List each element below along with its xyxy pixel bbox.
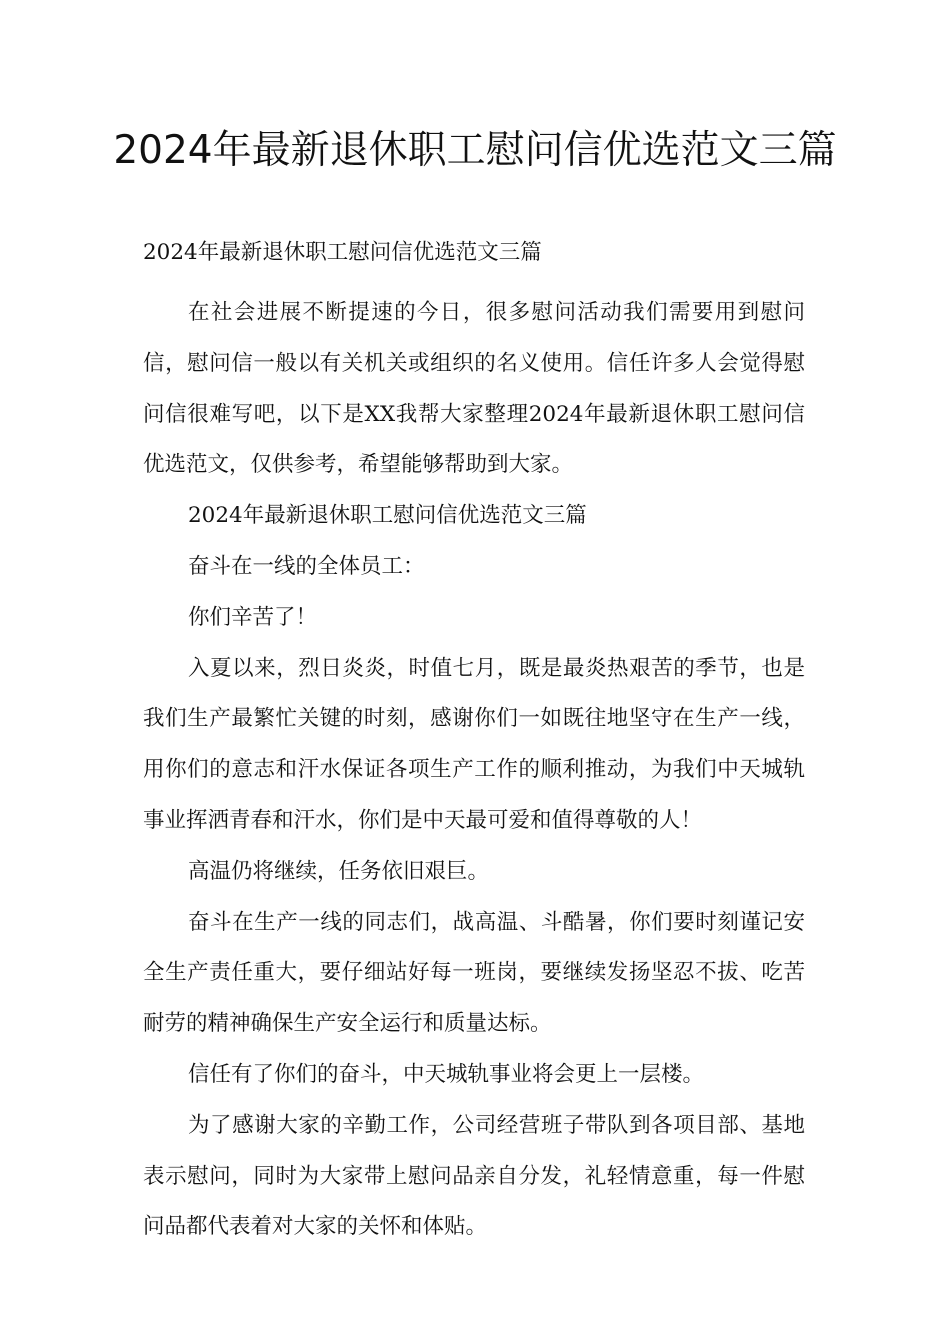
document-title: 2024年最新退休职工慰问信优选范文三篇	[113, 128, 837, 173]
document-body	[143, 234, 805, 1253]
document-subtitle: 2024年最新退休职工慰问信优选范文三篇	[143, 240, 542, 265]
paragraph-safety: 奋斗在生产一线的同志们，战高温、斗酷暑，你们要时刻谨记安全生产责任重大，要仔细站好每一班岗，要继续发扬坚忍不拔、吃苦耐劳的精神确保生产安全运行和质量达标。	[143, 909, 805, 1037]
paragraph-intro: 在社会进展不断提速的今日，很多慰问活动我们需要用到慰问信，慰问信一般以有关机关或组织的名义使用。信任许多人会觉得慰问信很难写吧，以下是XX我帮大家整理2024年最新退休职工慰问信优选范文，仅供参考，希望能够帮助到大家。	[143, 300, 805, 478]
paragraph-heading: 2024年最新退休职工慰问信优选范文三篇	[188, 503, 587, 529]
paragraph-greeting: 你们辛苦了！	[188, 604, 318, 630]
paragraph-trust: 信任有了你们的奋斗，中天城轨事业将会更上一层楼。	[188, 1061, 705, 1087]
paragraph-heat: 高温仍将继续，任务依旧艰巨。	[188, 858, 490, 884]
paragraph-summer: 入夏以来，烈日炎炎，时值七月，既是最炎热艰苦的季节，也是我们生产最繁忙关键的时刻，感谢你们一如既往地坚守在生产一线，用你们的意志和汗水保证各项生产工作的顺利推动，为我们中天城轨事业挥洒青春和汗水，你们是中天最可爱和值得尊敬的人！	[143, 655, 805, 833]
paragraph-salutation: 奋斗在一线的全体员工：	[188, 553, 425, 579]
paragraph-thanks: 为了感谢大家的辛勤工作，公司经营班子带队到各项目部、基地表示慰问，同时为大家带上慰问品亲自分发，礼轻情意重，每一件慰问品都代表着对大家的关怀和体贴。	[143, 1112, 805, 1240]
